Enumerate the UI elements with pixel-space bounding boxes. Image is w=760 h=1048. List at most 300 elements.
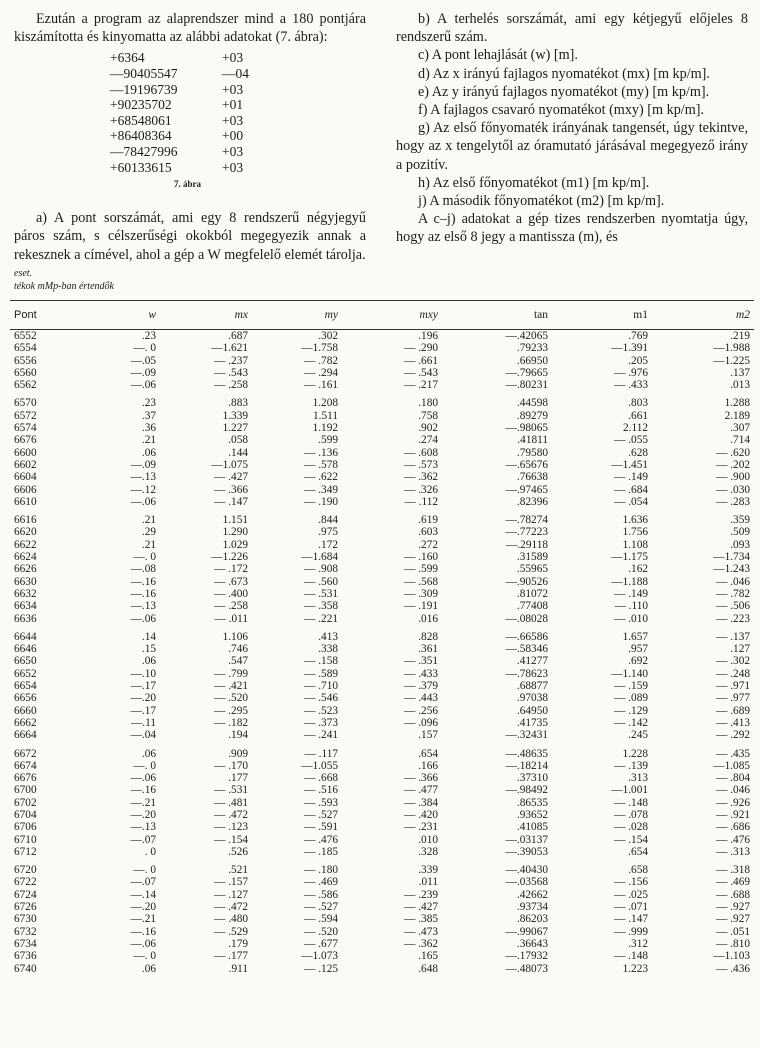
table-cell: — .154 (214, 833, 248, 846)
code-line (110, 128, 366, 144)
table-cell: —.39053 (505, 845, 548, 858)
table-cell: — .523 (304, 704, 338, 717)
table-cell: — .127 (214, 888, 248, 901)
header-w: w (80, 301, 160, 330)
table-cell: .196 (418, 330, 438, 342)
table-cell: .157 (418, 729, 438, 742)
table-cell: .692 (628, 655, 648, 668)
table-cell: 1.657 (622, 630, 648, 643)
table-cell: —.48073 (505, 962, 548, 975)
table-row (10, 809, 754, 821)
table-row (10, 539, 754, 551)
table-cell: .162 (628, 563, 648, 576)
table-row (10, 821, 754, 833)
table-cell: .21 (141, 538, 156, 551)
item-paragraph: j) A második főnyomatékot (m2) [m kp/m]. (418, 193, 665, 210)
table-cell: .41811 (517, 434, 548, 447)
table-row (10, 742, 754, 760)
table-cell: — .191 (404, 600, 438, 613)
table-cell: —.04 (130, 729, 156, 742)
table-cell: — .110 (614, 600, 648, 613)
table-cell: .654 (628, 845, 648, 858)
table-cell: — .686 (716, 821, 750, 834)
table-cell: —1.391 (611, 342, 648, 355)
table-cell: — .349 (304, 483, 338, 496)
table-cell: — .154 (614, 833, 648, 846)
table-cell: —.17 (130, 704, 156, 717)
table-cell: —1.684 (301, 551, 338, 564)
table-cell: .41735 (516, 716, 548, 729)
table-cell: — .129 (614, 704, 648, 717)
table-cell: .86535 (516, 796, 548, 809)
table-cell: 6636 (14, 612, 37, 625)
table-cell: .011 (418, 876, 438, 889)
table-cell: 6660 (14, 704, 37, 717)
table-cell: 6632 (14, 587, 37, 600)
table-cell: — .117 (304, 747, 338, 760)
table-cell: —.78274 (505, 514, 548, 527)
table-row (10, 913, 754, 925)
table-cell: — .221 (304, 612, 338, 625)
table-row (10, 729, 754, 741)
table-cell: 6562 (14, 379, 37, 392)
table-cell: .64950 (516, 704, 548, 717)
table-row (10, 447, 754, 459)
table-cell: — .078 (614, 808, 648, 821)
table-cell: 6644 (14, 630, 37, 643)
table-cell: —.42065 (505, 330, 548, 342)
table-cell: .15 (141, 643, 156, 656)
table-cell: .769 (628, 330, 648, 342)
table-cell: .093 (730, 538, 750, 551)
table-cell: — .366 (404, 772, 438, 785)
table-row (10, 692, 754, 704)
table-cell: 2.112 (623, 422, 648, 435)
table-cell: — .373 (304, 716, 338, 729)
table-cell: .599 (318, 434, 338, 447)
table-cell: .359 (730, 514, 750, 527)
table-cell: .82396 (516, 495, 548, 508)
table-cell: — .148 (614, 796, 648, 809)
table-cell: — .469 (716, 876, 750, 889)
table-cell: — .586 (304, 888, 338, 901)
table-cell: 6672 (14, 747, 37, 760)
table-row (10, 797, 754, 809)
table-cell: — .677 (304, 937, 338, 950)
table-cell: — .527 (304, 808, 338, 821)
table-cell: —.66586 (505, 630, 548, 643)
table-cell: 1.290 (222, 526, 248, 539)
table-cell: — .149 (614, 471, 648, 484)
table-cell: — .011 (214, 612, 248, 625)
table-cell: .68877 (516, 680, 548, 693)
table-cell: 6706 (14, 821, 37, 834)
table-cell: — .137 (716, 630, 750, 643)
table-cell: .521 (228, 864, 248, 877)
table-row (10, 938, 754, 950)
table-cell: —1.243 (713, 563, 750, 576)
table-cell: — .139 (614, 759, 648, 772)
table-cell: — .520 (214, 692, 248, 705)
table-cell: — .241 (304, 729, 338, 742)
table-cell: —.08028 (505, 612, 548, 625)
table-cell: — .051 (716, 925, 750, 938)
table-cell: .338 (318, 643, 338, 656)
table-cell: .97038 (516, 692, 548, 705)
item-paragraph: c) A pont lehajlását (w) [m]. (418, 47, 578, 64)
table-cell: — .172 (214, 563, 248, 576)
table-cell: .828 (418, 630, 438, 643)
table-cell: 6600 (14, 446, 37, 459)
table-cell: .37310 (516, 772, 548, 785)
table-cell: — .433 (614, 379, 648, 392)
table-cell: —.20 (130, 901, 156, 914)
table-cell: .013 (730, 379, 750, 392)
left-column (14, 10, 366, 264)
table-cell: 6712 (14, 845, 37, 858)
table-cell: .547 (228, 655, 248, 668)
table-cell: .909 (228, 747, 248, 760)
item-paragraph: g) Az első főnyomaték irányának tangensét, úgy tekintve, hogy az x tengelytől az óramutató járásával megegyező irány a pozitív. (396, 120, 748, 173)
table-cell: 1.511 (313, 409, 338, 422)
table-cell: —1.225 (713, 354, 750, 367)
table-cell: — .480 (214, 913, 248, 926)
table-cell: — .351 (404, 655, 438, 668)
table-cell: 1.029 (222, 538, 248, 551)
table-cell: —.09 (130, 458, 156, 471)
code-line (110, 50, 366, 66)
table-cell: .603 (418, 526, 438, 539)
figure-caption: 7. ábra (174, 179, 201, 190)
table-cell: .93652 (516, 808, 548, 821)
table-row (10, 551, 754, 563)
table-cell: — .927 (716, 901, 750, 914)
table-row (10, 717, 754, 729)
item-paragraph: b) A terhelés sorszámát, ami egy kétjegyű előjeles 8 rendszerű szám. (396, 11, 748, 46)
table-cell: —.07 (130, 876, 156, 889)
table-cell: .165 (418, 950, 438, 963)
table-cell: — .546 (304, 692, 338, 705)
table-cell: —1.001 (611, 784, 648, 797)
table-cell: — .688 (716, 888, 750, 901)
table-cell: 6722 (14, 876, 37, 889)
table-cell: — .136 (304, 446, 338, 459)
table-cell: .137 (730, 366, 750, 379)
table-row (10, 950, 754, 962)
table-cell: — .112 (404, 495, 438, 508)
table-cell: — .543 (404, 366, 438, 379)
right-column (396, 10, 748, 247)
table-cell: .31589 (516, 551, 548, 564)
header-m1: m1 (552, 301, 652, 330)
table-cell: — .661 (404, 354, 438, 367)
table-cell: —.21 (130, 796, 156, 809)
table-row (10, 625, 754, 643)
table-cell: —1.451 (611, 458, 648, 471)
table-row (10, 668, 754, 680)
table-cell: — .362 (404, 471, 438, 484)
table-cell: — .190 (304, 495, 338, 508)
table-cell: — .125 (304, 962, 338, 975)
table-cell: —.06 (130, 612, 156, 625)
table-cell: — .782 (716, 587, 750, 600)
table-row (10, 434, 754, 446)
table-cell: —.03568 (505, 876, 548, 889)
table-cell: .245 (628, 729, 648, 742)
table-cell: — .123 (214, 821, 248, 834)
table-cell: — .147 (214, 495, 248, 508)
table-cell: — .473 (404, 925, 438, 938)
table-cell: — .476 (716, 833, 750, 846)
table-row (10, 846, 754, 858)
table-cell: — .295 (214, 704, 248, 717)
table-cell: —1.758 (301, 342, 338, 355)
table-cell: —.16 (130, 784, 156, 797)
table-row (10, 889, 754, 901)
table-cell: —.05 (130, 354, 156, 367)
table-cell: .058 (228, 434, 248, 447)
code-line (110, 66, 366, 82)
header-my: my (252, 301, 342, 330)
table-cell: 6616 (14, 514, 37, 527)
table-cell: .36643 (516, 937, 548, 950)
table-cell: —.58346 (505, 643, 548, 656)
table-cell: .312 (628, 937, 648, 950)
table-cell: — .810 (716, 937, 750, 950)
table-cell: —.16 (130, 575, 156, 588)
table-cell: .179 (228, 937, 248, 950)
table-cell: — .421 (214, 680, 248, 693)
table-row (10, 588, 754, 600)
table-cell: .79580 (516, 446, 548, 459)
table-cell: —.06 (130, 772, 156, 785)
header-mx: mx (160, 301, 252, 330)
header-pont: Pont (10, 301, 80, 330)
table-cell: 6734 (14, 937, 37, 950)
table-cell: 6630 (14, 575, 37, 588)
table-cell: — .977 (716, 692, 750, 705)
table-row (10, 963, 754, 975)
table-cell: .328 (418, 845, 438, 858)
table-cell: .975 (318, 526, 338, 539)
table-cell: — .302 (716, 655, 750, 668)
table-cell: .902 (418, 422, 438, 435)
table-cell: — .202 (716, 458, 750, 471)
table-cell: — .180 (304, 864, 338, 877)
table-cell: 1.228 (622, 747, 648, 760)
table-cell: — .481 (214, 796, 248, 809)
table-cell: — .506 (716, 600, 750, 613)
table-cell: —.17 (130, 680, 156, 693)
code-mantissa: +86408364 (110, 128, 172, 144)
code-exponent: +03 (222, 159, 244, 175)
table-cell: —1.075 (211, 458, 248, 471)
table-cell: — .010 (614, 612, 648, 625)
table-cell: — .028 (614, 821, 648, 834)
table-cell: — .148 (614, 950, 648, 963)
table-row (10, 379, 754, 391)
table-cell: .313 (628, 772, 648, 785)
table-cell: — .927 (716, 913, 750, 926)
table-row (10, 422, 754, 434)
table-cell: .06 (141, 962, 156, 975)
table-cell: .81072 (516, 587, 548, 600)
table-cell: —.20 (130, 808, 156, 821)
table-cell: .714 (730, 434, 750, 447)
table-cell: — .384 (404, 796, 438, 809)
table-cell: .307 (730, 422, 750, 435)
table-cell: —. 0 (133, 759, 156, 772)
table-cell: —.13 (130, 600, 156, 613)
table-cell: — .055 (614, 434, 648, 447)
table-cell: —1.175 (611, 551, 648, 564)
table-cell: —.14 (130, 888, 156, 901)
table-cell: 6656 (14, 692, 37, 705)
table-cell: — .593 (304, 796, 338, 809)
table-cell: — .469 (304, 876, 338, 889)
table-cell: —. 0 (133, 864, 156, 877)
table-row (10, 410, 754, 422)
table-cell: —.17932 (505, 950, 548, 963)
table-cell: — .089 (614, 692, 648, 705)
table-row (10, 834, 754, 846)
table-cell: .172 (318, 538, 338, 551)
table-cell: — .420 (404, 808, 438, 821)
table-cell: —.07 (130, 833, 156, 846)
table-row (10, 459, 754, 471)
table-cell: — .689 (716, 704, 750, 717)
table-cell: .687 (228, 330, 248, 342)
table-cell: —.21 (130, 913, 156, 926)
table-row (10, 643, 754, 655)
table-cell: — .516 (304, 784, 338, 797)
table-cell: 6610 (14, 495, 37, 508)
table-cell: 6704 (14, 808, 37, 821)
table-cell: — .326 (404, 483, 438, 496)
table-cell: 6650 (14, 655, 37, 668)
table-cell: — .804 (716, 772, 750, 785)
table-cell: — .531 (214, 784, 248, 797)
table-cell: 1.223 (622, 962, 648, 975)
table-cell: — .435 (716, 747, 750, 760)
table-cell: .23 (141, 330, 156, 342)
table-cell: — .608 (404, 446, 438, 459)
code-line (110, 160, 366, 176)
table-cell: —.06 (130, 937, 156, 950)
table-cell: .658 (628, 864, 648, 877)
table-cell: .180 (418, 397, 438, 410)
table-cell: 2.189 (724, 409, 750, 422)
table-cell: — .520 (304, 925, 338, 938)
code-mantissa: +60133615 (110, 159, 172, 175)
table-cell: —.98492 (505, 784, 548, 797)
table-cell: .758 (418, 409, 438, 422)
table-cell: . 0 (144, 845, 156, 858)
table-cell: 6604 (14, 471, 37, 484)
table-cell: —1.140 (611, 667, 648, 680)
table-row (10, 680, 754, 692)
table-cell: — .591 (304, 821, 338, 834)
table-cell: 6556 (14, 354, 37, 367)
table-cell: .86203 (516, 913, 548, 926)
table-cell: — .477 (404, 784, 438, 797)
table-cell: — .147 (614, 913, 648, 926)
code-exponent: +01 (222, 97, 244, 113)
table-cell: — .046 (716, 784, 750, 797)
code-mantissa: —19196739 (110, 81, 178, 97)
code-line (110, 113, 366, 129)
table-cell: .205 (628, 354, 648, 367)
table-row (10, 705, 754, 717)
table-cell: — .971 (716, 680, 750, 693)
table-row (10, 760, 754, 772)
table-cell: — .385 (404, 913, 438, 926)
table-cell: 6560 (14, 366, 37, 379)
table-cell: —1.188 (611, 575, 648, 588)
table-cell: — .217 (404, 379, 438, 392)
table-cell: — .283 (716, 495, 750, 508)
table-cell: — .599 (404, 563, 438, 576)
table-cell: — .309 (404, 587, 438, 600)
table-cell: — .290 (404, 342, 438, 355)
table-cell: —1.226 (211, 551, 248, 564)
table-cell: .413 (318, 630, 338, 643)
table-cell: .619 (418, 514, 438, 527)
table-cell: .21 (141, 514, 156, 527)
table-cell: 6676 (14, 772, 37, 785)
table-cell: .844 (318, 514, 338, 527)
table-cell: 6626 (14, 563, 37, 576)
table-cell: 6736 (14, 950, 37, 963)
table-cell: .803 (628, 397, 648, 410)
table-cell: —.12 (130, 483, 156, 496)
table-cell: 6662 (14, 716, 37, 729)
table-cell: —.65676 (505, 458, 548, 471)
table-cell: — .620 (716, 446, 750, 459)
table-cell: 6702 (14, 796, 37, 809)
table-cell: .76638 (516, 471, 548, 484)
table-cell: —.11 (131, 716, 156, 729)
table-cell: 1.227 (222, 422, 248, 435)
table-cell: — .589 (304, 667, 338, 680)
table-cell: .628 (628, 446, 648, 459)
table-cell: 6602 (14, 458, 37, 471)
table-cell: — .531 (304, 587, 338, 600)
table-cell: —1.103 (713, 950, 750, 963)
item-paragraph: d) Az x irányú fajlagos nyomatékot (mx) [m kp/m]. (418, 65, 710, 82)
table-cell: —.48635 (505, 747, 548, 760)
table-cell: .77408 (516, 600, 548, 613)
code-mantissa: —90405547 (110, 66, 178, 81)
table-cell: — .223 (716, 612, 750, 625)
table-cell: 6726 (14, 901, 37, 914)
table-row (10, 858, 754, 876)
table-cell: — .926 (716, 796, 750, 809)
table-cell: — .182 (214, 716, 248, 729)
table-cell: .79233 (516, 342, 548, 355)
table-row (10, 613, 754, 625)
table-cell: — .668 (304, 772, 338, 785)
code-exponent: +03 (222, 81, 244, 97)
code-mantissa: +68548061 (110, 112, 172, 128)
table-cell: .23 (141, 397, 156, 410)
table-cell: —.06 (130, 379, 156, 392)
table-cell: .29 (141, 526, 156, 539)
table-cell: —.98065 (505, 422, 548, 435)
table-cell: — .400 (214, 587, 248, 600)
table-cell: 6654 (14, 680, 37, 693)
table-cell: — .443 (404, 692, 438, 705)
